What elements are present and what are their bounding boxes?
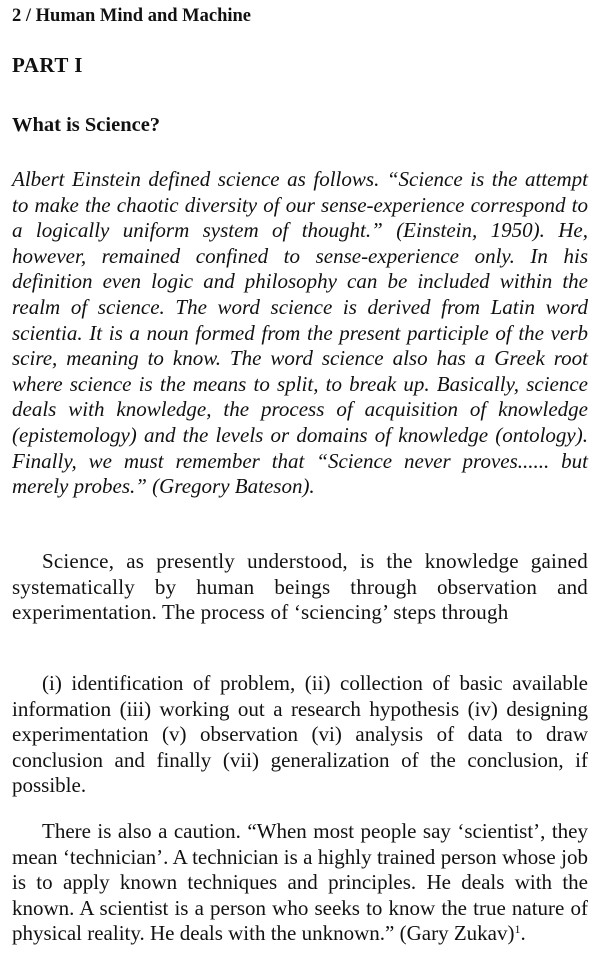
footnote-marker: 1: [514, 922, 521, 937]
book-page: [12, 0, 588, 980]
paragraph-caution-end: .: [520, 921, 526, 946]
paragraph-caution-text: There is also a caution. “When most people say ‘scientist’, they mean ‘technician’. A technician is a highly trained person whose job is to apply known techniques and principles. He deals with the known. A scientist is a person who seeks to know the true nature of physical reality. He deals with the unknown.” (Gary Zukav): [12, 819, 588, 946]
section-heading: What is Science?: [12, 114, 161, 136]
running-head: 2 / Human Mind and Machine: [12, 6, 252, 26]
paragraph-einstein-definition: Albert Einstein defined science as follows. “Science is the attempt to make the chaotic diversity of our sense-experience correspond to a logically uniform system of thought.” (Einstein, 1950). He, however, remained confined to sense-experience only. In his definition even logic and philosophy can be included within the realm of science. The word science is derived from Latin word scientia. It is a noun formed from the present participle of the verb scire, meaning to know. The word science also has a Greek root where science is the means to split, to break up. Basically, science deals with knowledge, the process of acquisition of knowledge (epistemology) and the levels or domains of knowledge (ontology). Finally, we must remember that “Science never proves...... but merely probes.” (Gregory Bateson).: [12, 167, 588, 499]
paragraph-caution: [12, 819, 588, 947]
part-title: PART I: [12, 53, 83, 77]
paragraph-science-understood: Science, as presently understood, is the knowledge gained systematically by human beings through observation and experimentation. The process of ‘sciencing’ steps through: [12, 549, 588, 625]
paragraph-sciencing-steps: (i) identification of problem, (ii) collection of basic available information (iii) working out a research hypothesis (iv) designing experimentation (v) observation (vi) analysis of data to draw conclusion and finally (vii) generalization of the conclusion, if possible.: [12, 671, 588, 798]
